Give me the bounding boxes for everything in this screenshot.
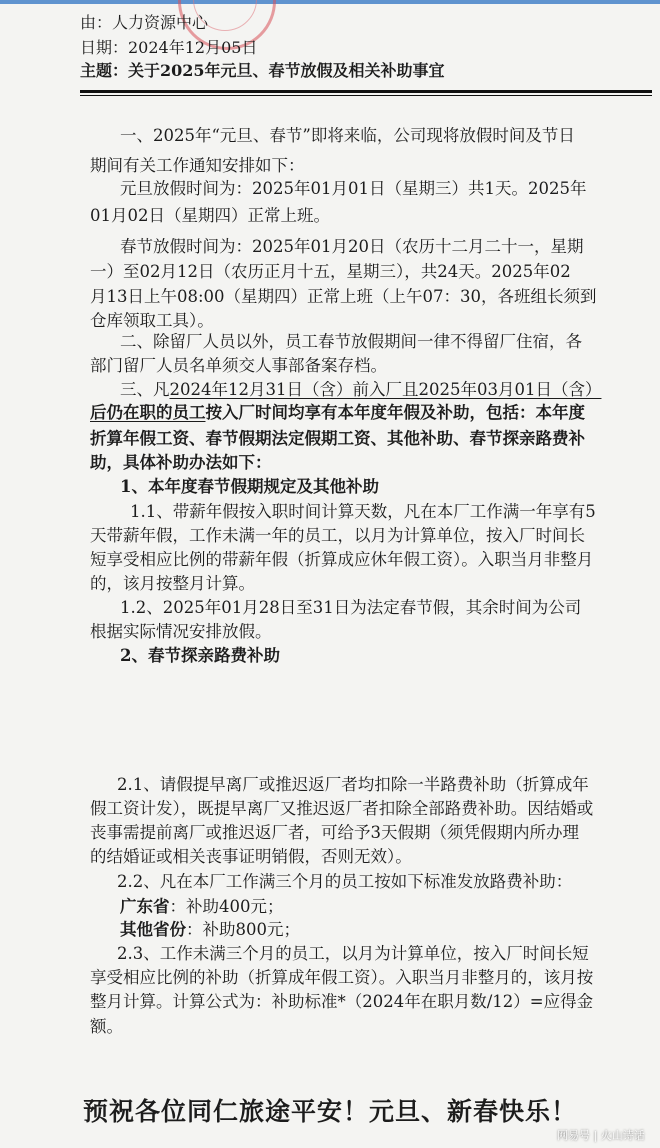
para-5-continuation: 按入厂时间均享有本年度年假及补助，包括：本年度 bbox=[205, 403, 585, 422]
para-3-line: 一）至02月12日（农历正月十五，星期三），共24天。2025年02 bbox=[90, 262, 571, 281]
para-8-line: 丧事需提前离厂或推迟返厂者，可给予3天假期（须凭假期内所办理 bbox=[90, 823, 579, 842]
para-1-line: 期间有关工作通知安排如下： bbox=[90, 156, 305, 175]
allowance-guangdong-label: 广东省 bbox=[120, 897, 170, 916]
para-3-line: 春节放假时间为：2025年01月20日（农历十二月二十一，星期 bbox=[120, 237, 584, 256]
para-5-line-2 bbox=[90, 401, 585, 425]
para-2-line: 元旦放假时间为：2025年01月01日（星期三）共1天。2025年 bbox=[120, 179, 587, 198]
header-from: 由：人力资源中心 bbox=[80, 13, 209, 32]
allowance-guangdong-value: ：补助400元； bbox=[169, 897, 284, 916]
eligibility-dates: 2024年12月31日（含）前入厂且2025年03月01日（含） bbox=[169, 380, 602, 399]
para-8-line: 假工资计发），既提早离厂又推迟返厂者扣除全部路费补助。因结婚或 bbox=[90, 799, 594, 818]
header-divider-thin bbox=[80, 95, 652, 96]
header-date: 日期：2024年12月05日 bbox=[80, 38, 258, 57]
para-7-line: 根据实际情况安排放假。 bbox=[90, 622, 272, 641]
para-10-line: 额。 bbox=[90, 1017, 123, 1036]
para-3-line: 月13日上午08:00（星期四）正常上班（上午07：30，各班组长须到 bbox=[90, 287, 597, 306]
para-1-line: 一、2025年“元旦、春节”即将来临，公司现将放假时间及节日 bbox=[120, 126, 575, 145]
para-2-line: 01月02日（星期四）正常上班。 bbox=[90, 206, 330, 225]
allowance-other-label: 其他省份 bbox=[120, 920, 186, 939]
subheading-2: 2、春节探亲路费补助 bbox=[120, 646, 280, 665]
para-4-line: 二、除留厂人员以外，员工春节放假期间一律不得留厂住宿，各 bbox=[120, 332, 582, 351]
header-divider bbox=[80, 90, 652, 93]
para-4-line: 部门留厂人员名单须交人事部备案存档。 bbox=[90, 356, 387, 375]
para-5-line: 折算年假工资、春节假期法定假期工资、其他补助、春节探亲路费补 bbox=[90, 429, 585, 448]
para-5-line-1 bbox=[120, 378, 601, 402]
allowance-other-value: ：补助800元； bbox=[186, 920, 300, 939]
para-8-line: 2.1、请假提早离厂或推迟返厂者均扣除一半路费补助（折算成年 bbox=[117, 775, 589, 794]
eligibility-employees: 后仍在职的员工 bbox=[90, 403, 206, 422]
subheading-1: 1、本年度春节假期规定及其他补助 bbox=[120, 477, 379, 496]
allowance-other-provinces bbox=[120, 918, 300, 942]
top-border bbox=[0, 0, 660, 4]
para-5-prefix: 三、凡 bbox=[120, 380, 170, 399]
source-watermark: 网易号 | 火山诗话 bbox=[557, 1129, 645, 1142]
para-5-line: 助，具体补助办法如下： bbox=[90, 453, 272, 472]
closing-greeting: 预祝各位同仁旅途平安！元旦、新春快乐！ bbox=[82, 1097, 577, 1126]
para-6-line: 1.1、带薪年假按入职时间计算天数，凡在本厂工作满一年享有5 bbox=[130, 502, 596, 521]
para-7-line: 1.2、2025年01月28日至31日为法定春节假，其余时间为公司 bbox=[120, 598, 582, 617]
para-6-line: 天带薪年假，工作未满一年的员工，以月为计算单位，按入厂时间长 bbox=[90, 526, 585, 545]
allowance-guangdong bbox=[120, 895, 284, 919]
para-8-line: 的结婚证或相关丧事证明销假，否则无效）。 bbox=[90, 847, 412, 866]
para-3-line: 仓库领取工具）。 bbox=[90, 311, 214, 330]
para-10-line: 2.3、工作未满三个月的员工，以月为计算单位，按入厂时间长短 bbox=[117, 944, 589, 963]
para-6-line: 的，该月按整月计算。 bbox=[90, 574, 255, 593]
header-subject: 主题：关于2025年元旦、春节放假及相关补助事宜 bbox=[80, 61, 445, 80]
para-10-line: 享受相应比例的补助（折算成年假工资）。入职当月非整月的，该月按 bbox=[90, 968, 594, 987]
para-9: 2.2、凡在本厂工作满三个月的员工按如下标准发放路费补助： bbox=[117, 872, 573, 891]
para-6-line: 短享受相应比例的带薪年假（折算成应休年假工资）。入职当月非整月 bbox=[90, 550, 594, 569]
para-10-line: 整月计算。计算公式为：补助标准*（2024年在职月数/12）=应得金 bbox=[90, 992, 594, 1011]
